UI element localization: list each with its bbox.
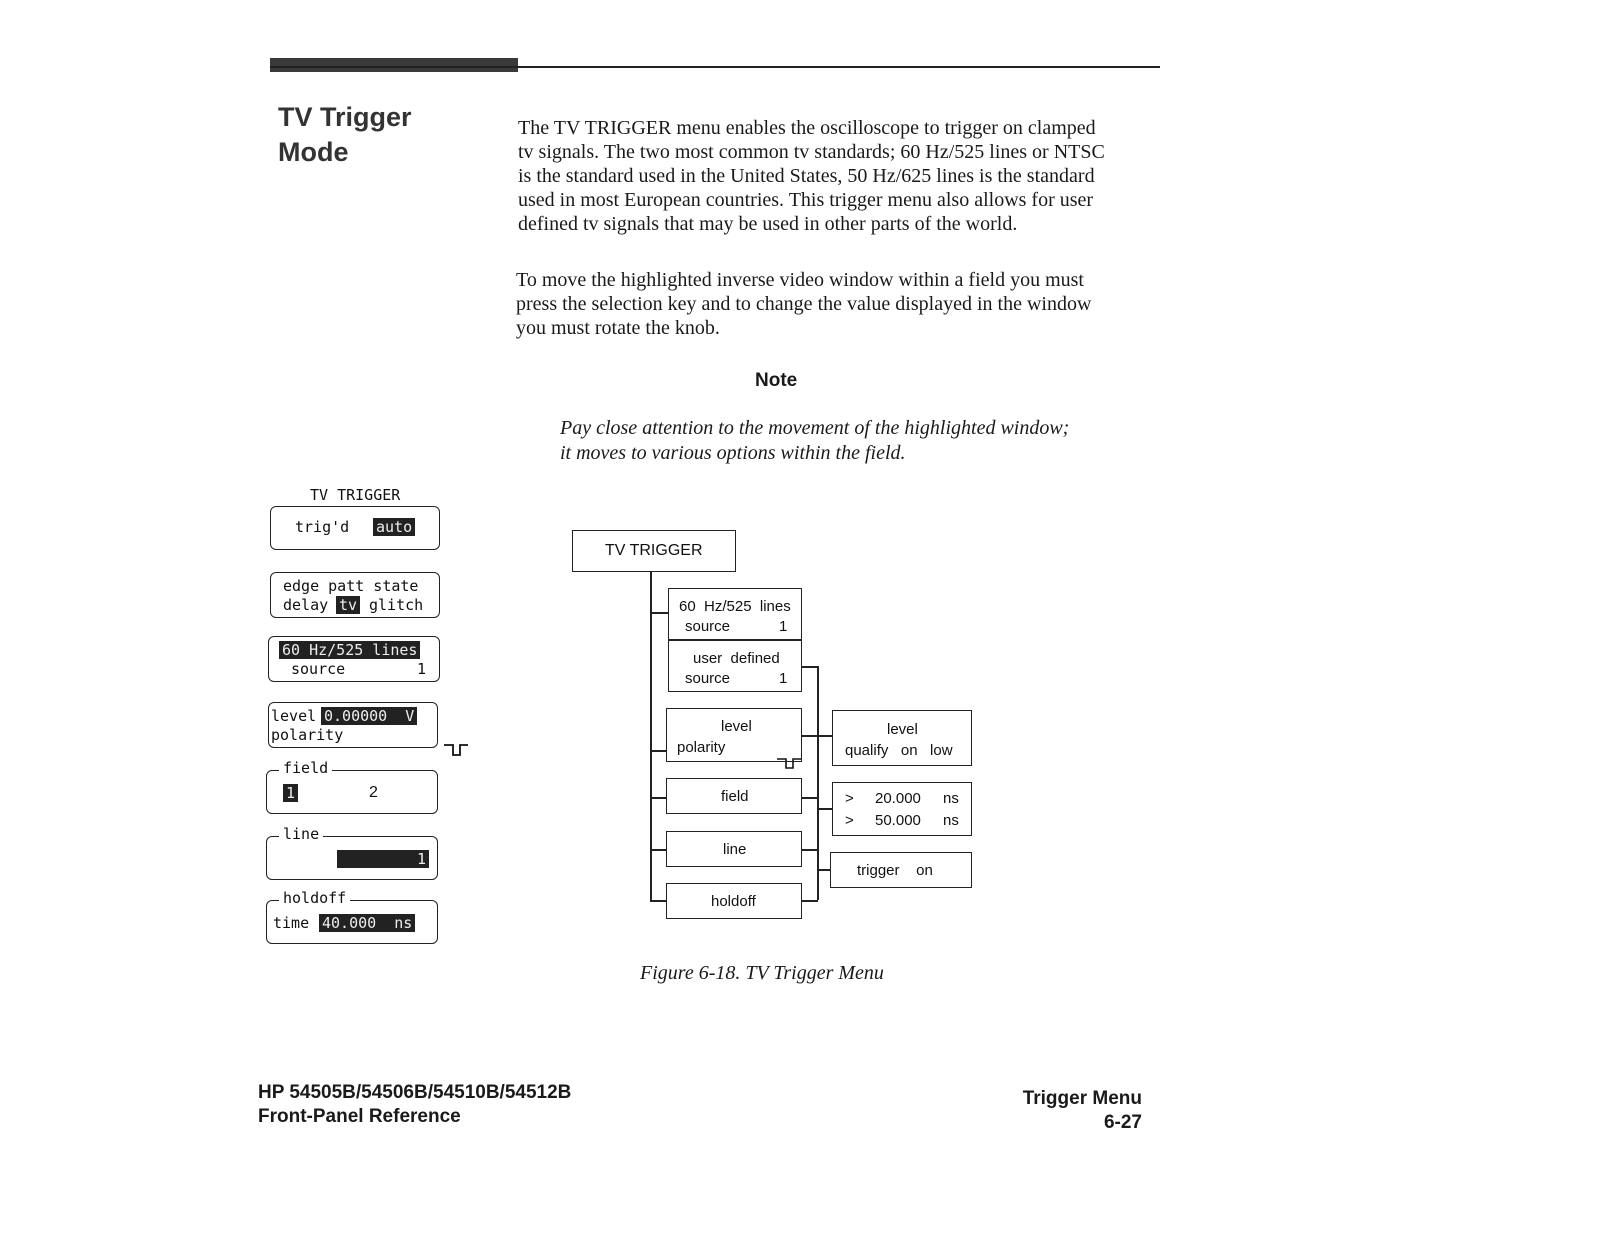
standard-source-label: source bbox=[685, 618, 731, 635]
diagram-field-box bbox=[666, 778, 802, 814]
section-title-line-1: TV Trigger bbox=[278, 102, 412, 132]
trigd-label: trig'd bbox=[295, 518, 350, 536]
intro-paragraph bbox=[518, 116, 1105, 236]
footer-doc-title: Front-Panel Reference bbox=[258, 1106, 461, 1127]
connector bbox=[802, 666, 818, 668]
diagram-trunk bbox=[650, 572, 652, 900]
softkey-trigd[interactable] bbox=[270, 506, 440, 550]
mode-delay: delay bbox=[283, 596, 329, 614]
footer-right bbox=[990, 1087, 1142, 1135]
diagram-range-box bbox=[832, 782, 972, 836]
instructions-line: you must rotate the knob. bbox=[516, 317, 720, 339]
field-other: 2 bbox=[369, 784, 378, 801]
connector bbox=[802, 797, 817, 799]
softkey-field[interactable] bbox=[266, 759, 438, 814]
connector bbox=[650, 612, 668, 614]
field-label: field bbox=[721, 788, 749, 805]
holdoff-legend: holdoff bbox=[279, 889, 350, 907]
diagram-line-box bbox=[666, 831, 802, 867]
standard-line-1: 60 Hz/525 lines bbox=[679, 598, 791, 615]
level-label: level bbox=[271, 707, 317, 725]
connector bbox=[817, 735, 832, 737]
range-op-1: > bbox=[845, 790, 854, 807]
diagram-level-qualify-box bbox=[832, 710, 972, 766]
header-rule-line bbox=[270, 66, 1160, 68]
footer-left bbox=[258, 1081, 571, 1129]
footer-model: HP 54505B/54506B/54510B/54512B bbox=[258, 1082, 572, 1103]
intro-line: defined tv signals that may be used in other parts of the world. bbox=[518, 213, 1018, 235]
diagram-level-polarity-box bbox=[666, 708, 802, 762]
mode-tv-selected: tv bbox=[336, 596, 360, 614]
trigger-on-label: trigger on bbox=[857, 862, 933, 879]
connector bbox=[650, 900, 666, 902]
connector bbox=[650, 797, 666, 799]
user-source-value: 1 bbox=[779, 670, 788, 687]
connector bbox=[650, 750, 666, 752]
intro-line: The TV TRIGGER menu enables the oscilloscope to trigger on clamped bbox=[518, 117, 1096, 139]
standard-selected: 60 Hz/525 lines bbox=[279, 641, 420, 659]
note-text bbox=[560, 416, 1120, 466]
mode-row-1: edge patt state bbox=[283, 577, 419, 595]
line-legend: line bbox=[279, 825, 323, 843]
holdoff-label: holdoff bbox=[711, 893, 756, 910]
section-title-line-2: Mode bbox=[278, 137, 349, 167]
softkey-line[interactable] bbox=[266, 825, 438, 880]
diagram-user-defined-box bbox=[668, 640, 802, 692]
polarity-label: polarity bbox=[271, 726, 344, 744]
right-level-line: level bbox=[887, 721, 918, 738]
footer-page-number: 6-27 bbox=[1103, 1112, 1142, 1133]
softkey-holdoff[interactable] bbox=[266, 889, 438, 944]
line-label: line bbox=[723, 841, 747, 858]
level-line: level bbox=[721, 718, 752, 735]
range-value-1: 20.000 bbox=[875, 790, 921, 807]
section-title bbox=[278, 100, 468, 170]
field-selected: 1 bbox=[283, 784, 298, 802]
intro-line: is the standard used in the United States, 50 Hz/625 lines is the standard bbox=[518, 165, 1095, 187]
instructions-paragraph bbox=[516, 268, 1091, 340]
polarity-line: polarity bbox=[677, 739, 726, 756]
figure-caption: Figure 6-18. TV Trigger Menu bbox=[640, 962, 884, 984]
connector bbox=[817, 808, 832, 810]
user-line-1: user defined bbox=[693, 650, 780, 667]
instructions-line: To move the highlighted inverse video window within a field you must bbox=[516, 269, 1084, 291]
softkey-menu-title: TV TRIGGER bbox=[310, 486, 401, 504]
connector bbox=[650, 849, 666, 851]
connector bbox=[802, 849, 817, 851]
note-line: it moves to various options within the field. bbox=[560, 442, 906, 464]
field-legend: field bbox=[279, 759, 332, 777]
footer-chapter: Trigger Menu bbox=[1022, 1088, 1142, 1109]
diagram-standard-box bbox=[668, 588, 802, 640]
trigd-value: auto bbox=[373, 518, 415, 536]
header-rule-bar bbox=[270, 58, 518, 72]
qualify-line: qualify on low bbox=[845, 742, 953, 759]
holdoff-label: time bbox=[273, 914, 310, 932]
instructions-line: press the selection key and to change the value displayed in the window bbox=[516, 293, 1092, 315]
line-value: 1 bbox=[337, 850, 429, 868]
source-value: 1 bbox=[417, 660, 427, 678]
mode-glitch: glitch bbox=[369, 596, 424, 614]
source-label: source bbox=[291, 660, 346, 678]
range-unit-1: ns bbox=[943, 790, 959, 807]
connector bbox=[802, 735, 817, 737]
softkey-standard[interactable] bbox=[268, 636, 440, 682]
intro-line: used in most European countries. This trigger menu also allows for user bbox=[518, 189, 1094, 211]
diagram-holdoff-box bbox=[666, 883, 802, 919]
connector bbox=[802, 900, 818, 902]
range-value-2: 50.000 bbox=[875, 812, 921, 829]
softkey-level-polarity[interactable] bbox=[268, 702, 438, 748]
range-unit-2: ns bbox=[943, 812, 959, 829]
range-op-2: > bbox=[845, 812, 854, 829]
intro-line: tv signals. The two most common tv standards; 60 Hz/525 lines or NTSC bbox=[518, 141, 1105, 163]
diagram-trigger-on-box bbox=[830, 852, 972, 888]
level-value: 0.00000 V bbox=[321, 707, 417, 725]
diagram-root-label: TV TRIGGER bbox=[605, 542, 703, 559]
user-source-label: source bbox=[685, 670, 731, 687]
standard-source-value: 1 bbox=[779, 618, 788, 635]
note-label: Note bbox=[755, 370, 798, 391]
note-line: Pay close attention to the movement of the highlighted window; bbox=[560, 417, 1070, 439]
diagram-root-box bbox=[572, 530, 736, 572]
holdoff-value: 40.000 ns bbox=[319, 914, 415, 932]
softkey-trigger-mode[interactable] bbox=[270, 572, 440, 618]
diagram-right-trunk bbox=[817, 666, 819, 900]
